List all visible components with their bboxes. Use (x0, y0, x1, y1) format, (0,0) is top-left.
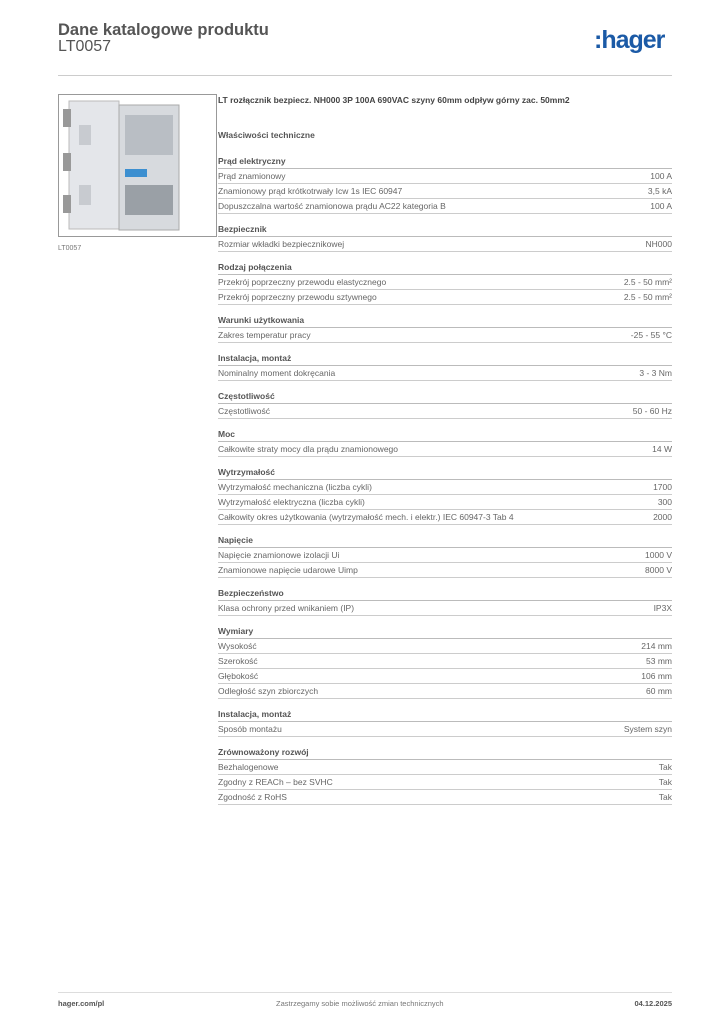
spec-group (218, 154, 672, 214)
spec-label: Zgodny z REACh – bez SVHC (218, 777, 333, 787)
product-description: LT rozłącznik bezpiecz. NH000 3P 100A 690VAC szyny 60mm odpływ górny zac. 50mm2 (218, 95, 570, 105)
spec-value: 300 (657, 497, 672, 507)
product-image (58, 94, 217, 237)
spec-row (218, 480, 672, 495)
spec-value: 8000 V (645, 565, 672, 575)
spec-label: Głębokość (218, 671, 259, 681)
spec-label: Znamionowe napięcie udarowe Uimp (218, 565, 358, 575)
spec-label: Bezhalogenowe (218, 762, 279, 772)
spec-group (218, 465, 672, 525)
spec-row (218, 548, 672, 563)
footer-notice: Zastrzegamy sobie możliwość zmian technicznych (276, 999, 444, 1008)
spec-row (218, 366, 672, 381)
spec-group-title: Wytrzymałość (218, 465, 672, 480)
spec-value: 50 - 60 Hz (632, 406, 672, 416)
spec-label: Całkowite straty mocy dla prądu znamionowego (218, 444, 399, 454)
spec-value: 1700 (653, 482, 672, 492)
spec-label: Napięcie znamionowe izolacji Ui (218, 550, 340, 560)
spec-group-title: Prąd elektryczny (218, 154, 672, 169)
spec-label: Wysokość (218, 641, 257, 651)
spec-value: 53 mm (646, 656, 672, 666)
spec-row (218, 790, 672, 805)
spec-group-title: Napięcie (218, 533, 672, 548)
spec-label: Dopuszczalna wartość znamionowa prądu AC22 kategoria B (218, 201, 446, 211)
spec-row (218, 495, 672, 510)
spec-row (218, 184, 672, 199)
properties-title: Właściwości techniczne (218, 130, 315, 140)
spec-group (218, 260, 672, 305)
spec-group-title: Wymiary (218, 624, 672, 639)
spec-group (218, 389, 672, 419)
spec-value: 214 mm (641, 641, 672, 651)
spec-label: Przekrój poprzeczny przewodu sztywnego (218, 292, 377, 302)
spec-group-title: Warunki użytkowania (218, 313, 672, 328)
spec-group (218, 707, 672, 737)
spec-label: Rozmiar wkładki bezpiecznikowej (218, 239, 345, 249)
spec-label: Wytrzymałość elektryczna (liczba cykli) (218, 497, 365, 507)
spec-group-title: Bezpiecznik (218, 222, 672, 237)
spec-value: 2.5 - 50 mm² (623, 277, 672, 287)
footer-website[interactable]: hager.com/pl (58, 999, 105, 1008)
footer-divider (58, 992, 672, 993)
spec-value: NH000 (645, 239, 672, 249)
spec-value: -25 - 55 °C (630, 330, 672, 340)
spec-group (218, 351, 672, 381)
spec-value: 60 mm (646, 686, 672, 696)
spec-row (218, 510, 672, 525)
spec-row (218, 760, 672, 775)
page-title: Dane katalogowe produktu (58, 21, 269, 39)
spec-value: Tak (658, 762, 672, 772)
spec-group-title: Moc (218, 427, 672, 442)
spec-label: Zgodność z RoHS (218, 792, 287, 802)
product-code: LT0057 (58, 38, 112, 55)
spec-group (218, 624, 672, 699)
spec-label: Odległość szyn zbiorczych (218, 686, 319, 696)
spec-table (218, 154, 672, 813)
spec-value: 14 W (652, 444, 672, 454)
spec-label: Przekrój poprzeczny przewodu elastycznego (218, 277, 387, 287)
spec-label: Nominalny moment dokręcania (218, 368, 336, 378)
spec-group (218, 222, 672, 252)
spec-label: Prąd znamionowy (218, 171, 286, 181)
spec-row (218, 442, 672, 457)
spec-value: 2.5 - 50 mm² (623, 292, 672, 302)
spec-label: Całkowity okres użytkowania (wytrzymałość mech. i elektr.) IEC 60947-3 Tab 4 (218, 512, 514, 522)
spec-group (218, 427, 672, 457)
spec-value: 106 mm (641, 671, 672, 681)
spec-group-title: Instalacja, montaż (218, 707, 672, 722)
spec-group-title: Bezpieczeństwo (218, 586, 672, 601)
spec-group (218, 533, 672, 578)
spec-group-title: Rodzaj połączenia (218, 260, 672, 275)
spec-label: Szerokość (218, 656, 258, 666)
spec-value: 100 A (650, 171, 672, 181)
hager-logo: :hager (594, 26, 665, 54)
spec-row (218, 290, 672, 305)
spec-value: System szyn (623, 724, 672, 734)
spec-label: Klasa ochrony przed wnikaniem (IP) (218, 603, 355, 613)
spec-label: Zakres temperatur pracy (218, 330, 311, 340)
spec-row (218, 669, 672, 684)
spec-group (218, 313, 672, 343)
footer-date: 04.12.2025 (634, 999, 672, 1008)
spec-row (218, 404, 672, 419)
spec-value: 3 - 3 Nm (639, 368, 672, 378)
spec-row (218, 169, 672, 184)
spec-group-title: Zrównoważony rozwój (218, 745, 672, 760)
spec-value: IP3X (653, 603, 672, 613)
spec-group (218, 586, 672, 616)
spec-label: Znamionowy prąd krótkotrwały Icw 1s IEC 60947 (218, 186, 403, 196)
spec-label: Wytrzymałość mechaniczna (liczba cykli) (218, 482, 372, 492)
spec-value: Tak (658, 792, 672, 802)
spec-label: Częstotliwość (218, 406, 270, 416)
header-divider (58, 75, 672, 76)
spec-row (218, 775, 672, 790)
spec-value: 3,5 kA (647, 186, 672, 196)
spec-row (218, 199, 672, 214)
spec-label: Sposób montażu (218, 724, 282, 734)
spec-row (218, 275, 672, 290)
spec-value: Tak (658, 777, 672, 787)
spec-row (218, 237, 672, 252)
spec-value: 1000 V (645, 550, 672, 560)
spec-row (218, 639, 672, 654)
spec-row (218, 563, 672, 578)
spec-row (218, 328, 672, 343)
spec-row (218, 654, 672, 669)
spec-row (218, 722, 672, 737)
spec-row (218, 601, 672, 616)
spec-value: 2000 (653, 512, 672, 522)
spec-group (218, 745, 672, 805)
spec-value: 100 A (650, 201, 672, 211)
spec-group-title: Instalacja, montaż (218, 351, 672, 366)
image-caption: LT0057 (58, 245, 82, 252)
spec-group-title: Częstotliwość (218, 389, 672, 404)
spec-row (218, 684, 672, 699)
